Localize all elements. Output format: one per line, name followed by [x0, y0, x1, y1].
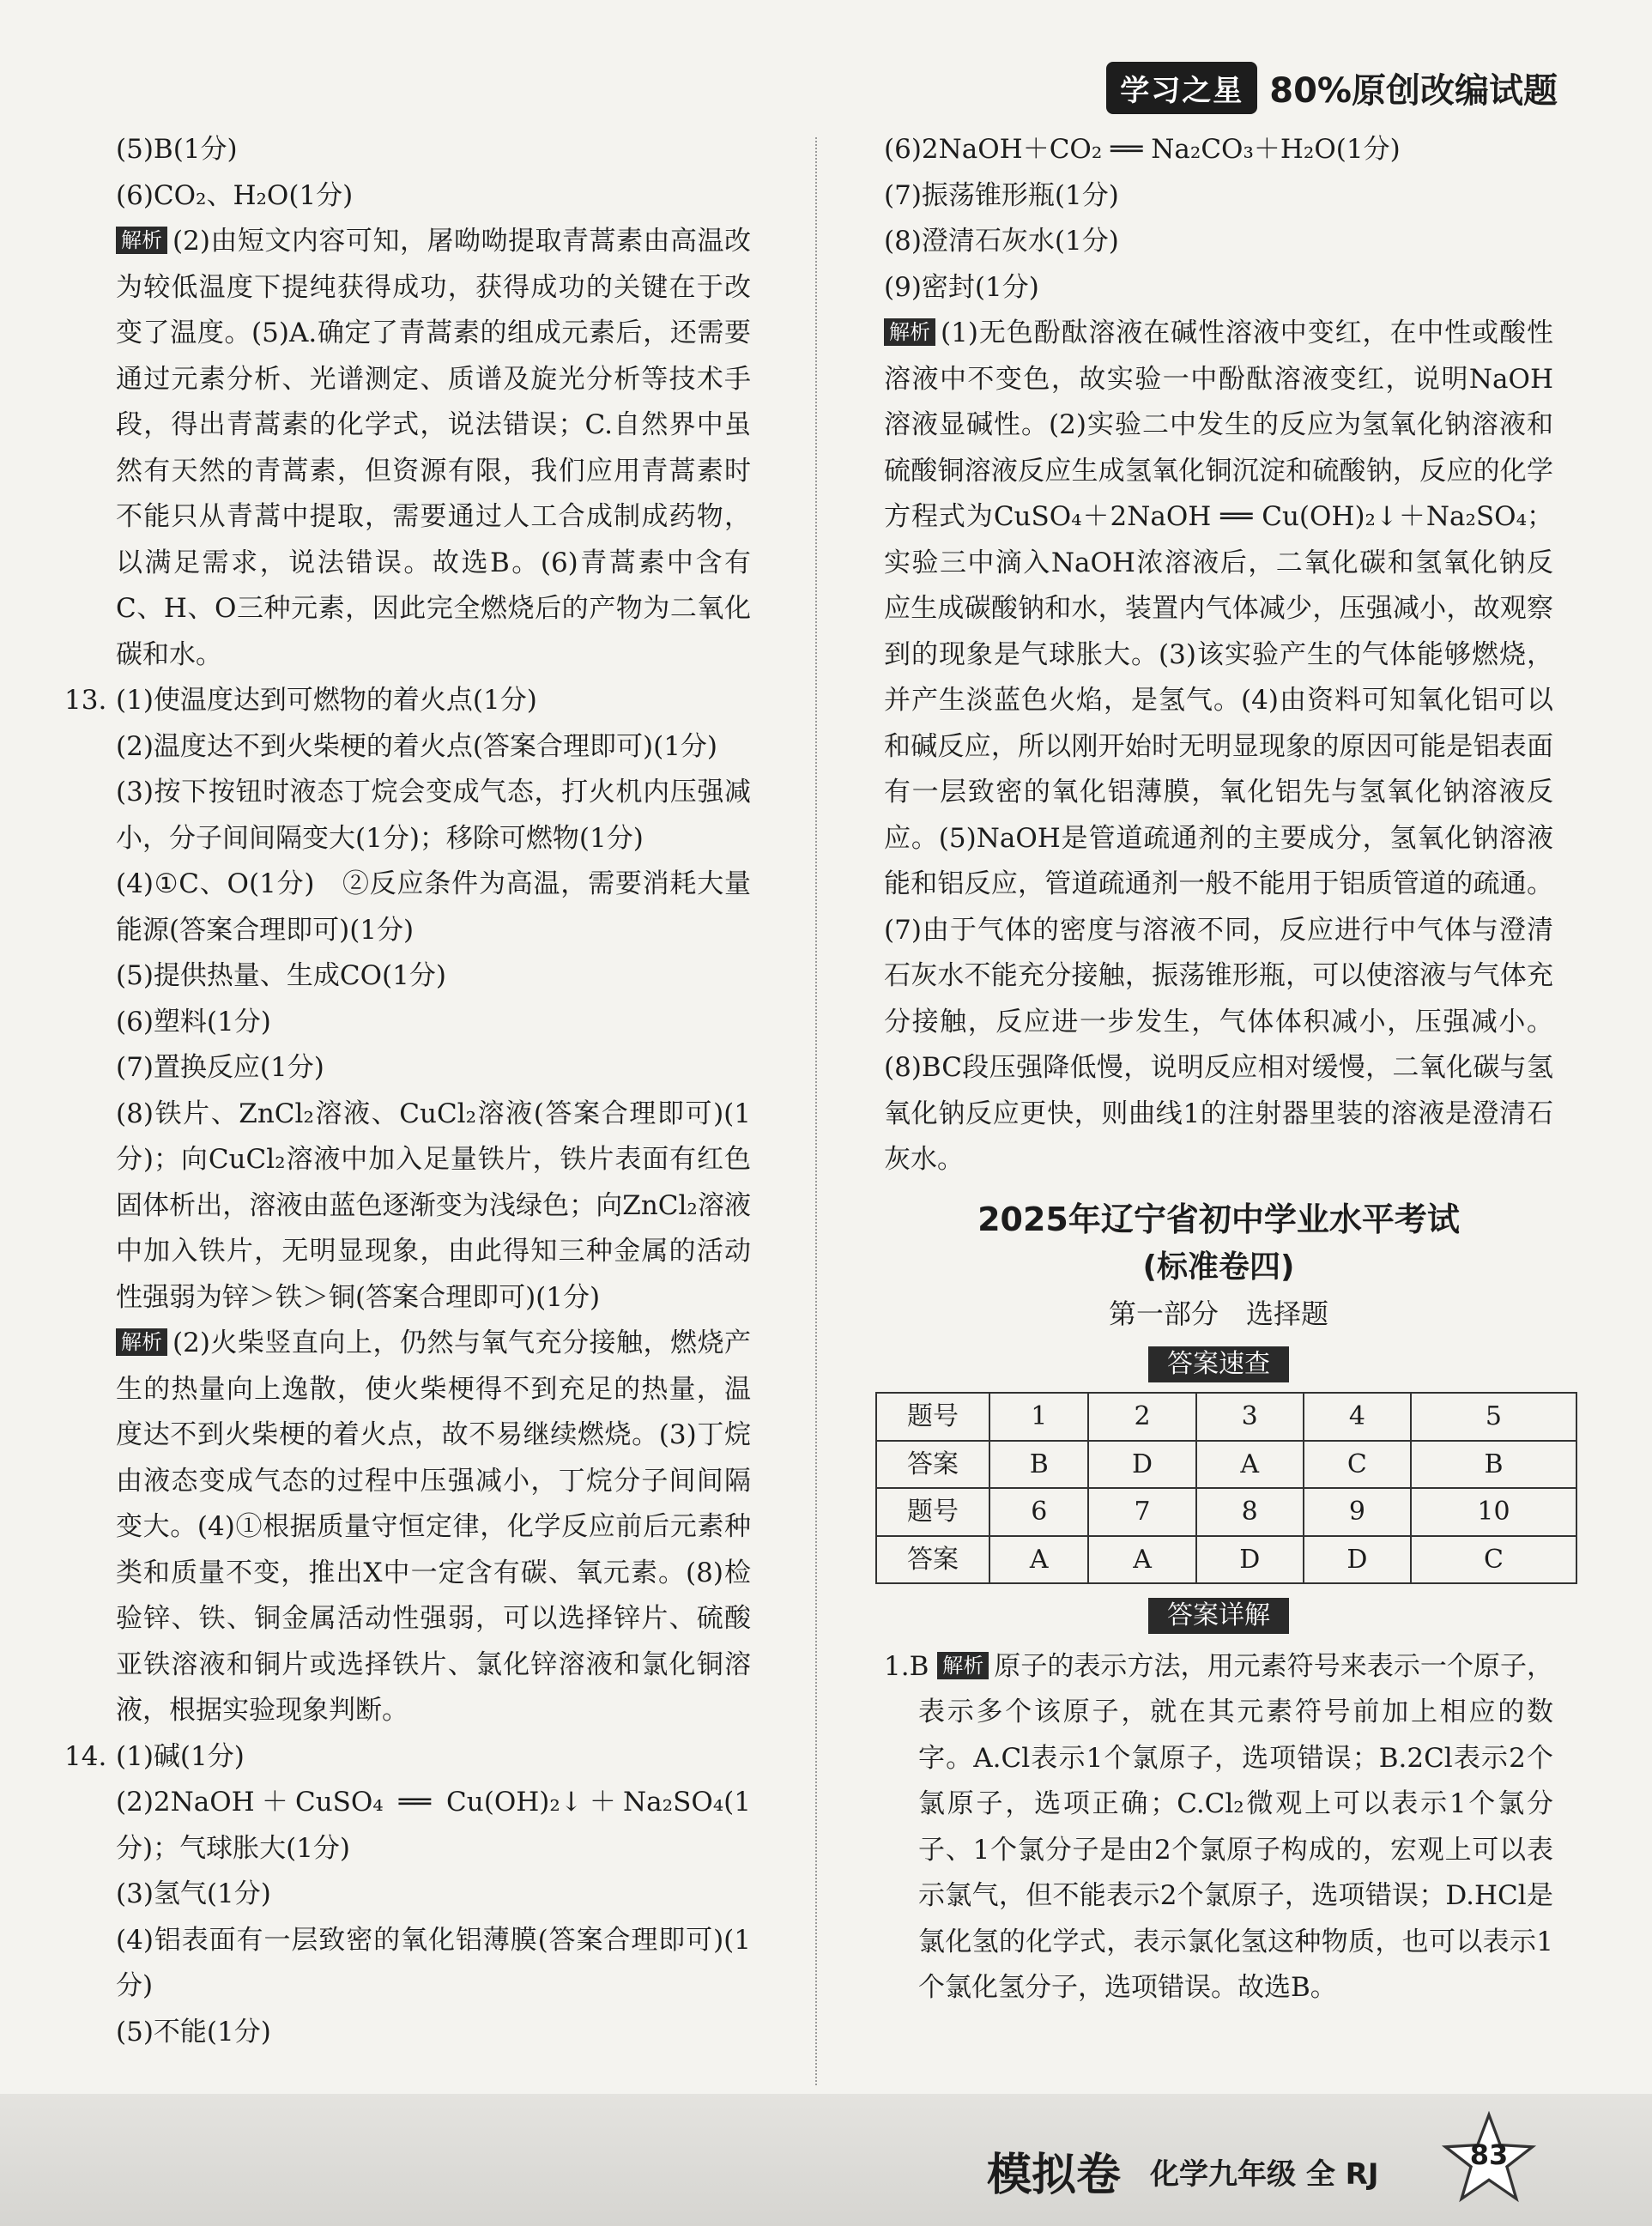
- detailed-answer-banner: 答案详解: [1148, 1598, 1289, 1634]
- answer-line: (5)不能(1分): [116, 2016, 271, 2048]
- footer-subject: 化学九年级 全 RJ: [1150, 2157, 1379, 2192]
- answer-line: (4)铝表面有一层致密的氧化铝薄膜(答案合理即可)(1分): [116, 1924, 751, 2001]
- answer-line: (5)提供热量、生成CO(1分): [116, 960, 446, 991]
- explanation: [116, 1321, 751, 1734]
- question-14: [64, 1734, 751, 2056]
- answer-line: (2)温度达不到火柴梗的着火点(答案合理即可)(1分): [116, 730, 718, 762]
- explanation-text: (2)火柴竖直向上，仍然与氧气充分接触，燃烧产生的热量向上逸散，使火柴梗得不到充足的热量，温度达不到火柴梗的着火点，故不易继续燃烧。(3)丁烷由液态变成气态的过程中压强减小，丁烷分子间间隔变大。(4)①根据质量守恒定律，化学反应前后元素种类和质量不变，推出X中一定含有碳、氧元素。(8)检验锌、铁、铜金属活动性强弱，可以选择锌片、硫酸亚铁溶液和铜片或选择铁片、氯化锌溶液和氯化铜溶液，根据实验现象判断。: [116, 1328, 751, 1726]
- table-cell: D: [1196, 1536, 1304, 1584]
- question-number: 14.: [64, 1740, 107, 1772]
- table-cell: 2: [1088, 1393, 1195, 1441]
- explanation-text: (1)无色酚酞溶液在碱性溶液中变红，在中性或酸性溶液中不变色，故实验一中酚酞溶液变红，说明NaOH溶液显碱性。(2)实验二中发生的反应为氢氧化钠溶液和硫酸铜溶液反应生成氢氧化铜沉淀和硫酸钠，反应的化学方程式为CuSO₄＋2NaOH ══ Cu(OH)₂↓＋Na₂SO₄；实验三中滴入NaOH浓溶液后，二氧化碳和氢氧化钠反应生成碳酸钠和水，装置内气体减少，压强减小，故观察到的现象是气球胀大。(3)该实验产生的气体能够燃烧，并产生淡蓝色火焰，是氢气。(4)由资料可知氧化铝可以和碱反应，所以刚开始时无明显现象的原因可能是铝表面有一层致密的氧化铝薄膜，氧化铝先与氢氧化钠溶液反应。(5)NaOH是管道疏通剂的主要成分，氢氧化钠溶液能和铝反应，管道疏通剂一般不能用于铝质管道的疏通。(7)由于气体的密度与溶液不同，反应进行中气体与澄清石灰水不能充分接触，振荡锥形瓶，可以使溶液与气体充分接触，反应进一步发生，气体体积减小，压强减小。(8)BC段压强降低慢，说明反应相对缓慢，二氧化碳与氢氧化钠反应更快，则曲线1的注射器里装的溶液是澄清石灰水。: [884, 318, 1553, 1175]
- answer-line: (7)振荡锥形瓶(1分): [884, 179, 1119, 211]
- table-cell: D: [1088, 1441, 1195, 1489]
- answer-line: (6)CO₂、H₂O(1分): [116, 179, 354, 211]
- answer-line: (3)按下按钮时液态丁烷会变成气态，打火机内压强减小，分子间间隔变大(1分)；移除可燃物(1分): [116, 777, 751, 854]
- column-divider: [815, 137, 817, 2085]
- answer-line: (1)碱(1分): [116, 1740, 245, 1772]
- table-cell: 6: [989, 1488, 1088, 1536]
- answer-line: (1)使温度达到可燃物的着火点(1分): [116, 685, 537, 716]
- question-13: [64, 678, 751, 1734]
- table-cell: 10: [1411, 1488, 1576, 1536]
- brand-logo: 学习之星: [1106, 62, 1257, 114]
- answer-line: (7)置换反应(1分): [116, 1052, 324, 1083]
- section-title: 第一部分 选择题: [1108, 1297, 1328, 1330]
- table-cell: C: [1304, 1441, 1411, 1489]
- table-cell: 1: [989, 1393, 1088, 1441]
- answer-line: (4)①C、O(1分) ②反应条件为高温，需要消耗大量能源(答案合理即可)(1分): [116, 868, 751, 946]
- page-footer: [0, 2094, 1652, 2226]
- answer-line: (8)澄清石灰水(1分): [884, 226, 1119, 257]
- table-cell: B: [1411, 1441, 1576, 1489]
- table-cell: C: [1411, 1536, 1576, 1584]
- answer-line: (6)2NaOH＋CO₂ ══ Na₂CO₃＋H₂O(1分): [884, 134, 1401, 165]
- explanation: [116, 219, 751, 678]
- analysis-tag: 解析: [116, 227, 167, 254]
- answer-line: (3)氢气(1分): [116, 1878, 271, 1909]
- table-cell: 答案: [876, 1441, 989, 1489]
- header-tagline: 80%原创改编试题: [1269, 71, 1558, 111]
- table-cell: 7: [1088, 1488, 1195, 1536]
- table-row: [876, 1488, 1576, 1536]
- table-cell: 8: [1196, 1488, 1304, 1536]
- exam-subtitle: (标准卷四): [1142, 1249, 1295, 1285]
- table-cell: 5: [1411, 1393, 1576, 1441]
- footer-brand: 模拟卷: [987, 2150, 1122, 2201]
- table-cell: B: [989, 1441, 1088, 1489]
- question-number: 1.B: [884, 1650, 929, 1682]
- answer-table: [875, 1392, 1577, 1584]
- table-cell: 答案: [876, 1536, 989, 1584]
- explanation: [884, 311, 1553, 1183]
- analysis-tag: 解析: [884, 318, 935, 346]
- analysis-tag: 解析: [116, 1328, 167, 1356]
- answer-line: (9)密封(1分): [884, 271, 1039, 303]
- answer-line: (5)B(1分): [116, 134, 238, 165]
- answer-line: (6)塑料(1分): [116, 1006, 271, 1037]
- exam-title: 2025年辽宁省初中学业水平考试: [977, 1200, 1460, 1238]
- table-cell: A: [989, 1536, 1088, 1584]
- table-cell: A: [1196, 1441, 1304, 1489]
- answer-line: (8)铁片、ZnCl₂溶液、CuCl₂溶液(答案合理即可)(1分)；向CuCl₂溶液中加入足量铁片，铁片表面有红色固体析出，溶液由蓝色逐渐变为浅绿色；向ZnCl₂溶液中加入铁片，无明显现象，由此得知三种金属的活动性强弱为锌＞铁＞铜(答案合理即可)(1分): [116, 1098, 751, 1313]
- page-number: 83: [1469, 2138, 1509, 2171]
- question-number: 13.: [64, 685, 107, 716]
- table-cell: 3: [1196, 1393, 1304, 1441]
- analysis-tag: 解析: [937, 1652, 989, 1679]
- left-column: [64, 127, 751, 2055]
- answer-line: (2)2NaOH＋CuSO₄ ══ Cu(OH)₂↓＋Na₂SO₄(1分)；气球胀大(1分): [116, 1787, 751, 1864]
- quick-answer-banner: 答案速查: [1148, 1346, 1289, 1382]
- table-cell: A: [1088, 1536, 1195, 1584]
- table-cell: 9: [1304, 1488, 1411, 1536]
- table-cell: D: [1304, 1536, 1411, 1584]
- table-row: [876, 1393, 1576, 1441]
- table-cell: 题号: [876, 1393, 989, 1441]
- page-header: [1106, 62, 1558, 114]
- table-cell: 题号: [876, 1488, 989, 1536]
- right-column: [884, 127, 1553, 2011]
- explanation-text: (2)由短文内容可知，屠呦呦提取青蒿素由高温改为较低温度下提纯获得成功，获得成功的关键在于改变了温度。(5)A.确定了青蒿素的组成元素后，还需要通过元素分析、光谱测定、质谱及旋光分析等技术手段，得出青蒿素的化学式，说法错误；C.自然界中虽然有天然的青蒿素，但资源有限，我们应用青蒿素时不能只从青蒿中提取，需要通过人工合成制成药物，以满足需求，说法错误。故选B。(6)青蒿素中含有C、H、O三种元素，因此完全燃烧后的产物为二氧化碳和水。: [116, 226, 751, 670]
- table-row: [876, 1536, 1576, 1584]
- table-cell: 4: [1304, 1393, 1411, 1441]
- explanation-text: 原子的表示方法，用元素符号来表示一个原子，表示多个该原子，就在其元素符号前加上相应的数字。A.Cl表示1个氯原子，选项错误；B.2Cl表示2个氯原子，选项正确；C.Cl₂微观上可以表示1个氯分子、1个氯分子是由2个氯原子构成的，宏观上可以表示氯气，但不能表示2个氯原子，选项错误；D.HCl是氯化氢的化学式，表示氯化氢这种物质，也可以表示1个氯化氢分子，选项错误。故选B。: [918, 1650, 1553, 2003]
- table-row: [876, 1441, 1576, 1489]
- question-1-explanation: [884, 1644, 1553, 2011]
